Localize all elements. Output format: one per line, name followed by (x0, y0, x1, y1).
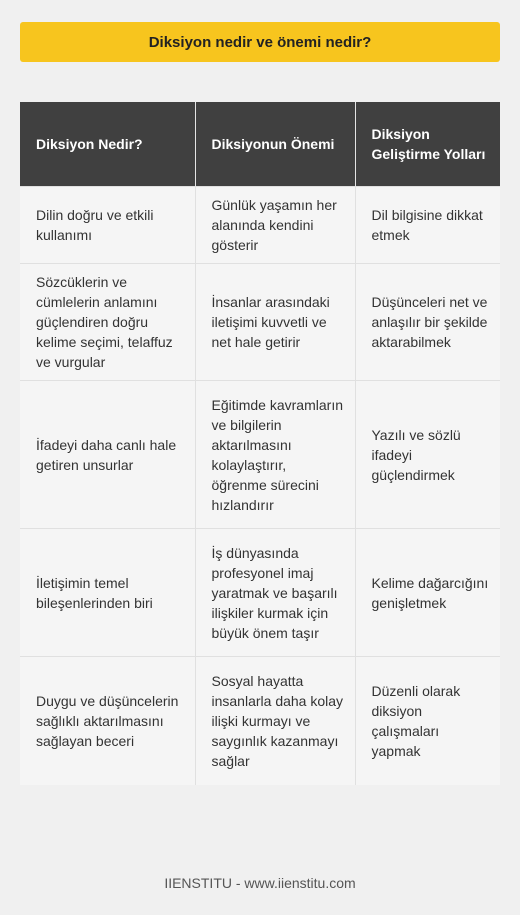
table-cell: Yazılı ve sözlü ifadeyi güçlendirmek (355, 381, 500, 529)
header-importance: Diksiyonun Önemi (195, 102, 355, 187)
table-row (20, 264, 500, 381)
table-cell: Sosyal hayatta insanlarla daha kolay ilişki kurmayı ve saygınlık kazanmayı sağlar (195, 657, 355, 785)
table-header-row (20, 102, 500, 187)
table-cell: Günlük yaşamın her alanında kendini gösterir (195, 187, 355, 264)
table-cell: Dilin doğru ve etkili kullanımı (20, 187, 195, 264)
table-row (20, 657, 500, 785)
table-cell: Duygu ve düşüncelerin sağlıklı aktarılmasını sağlayan beceri (20, 657, 195, 785)
header-improvement-ways: Diksiyon Geliştirme Yolları (355, 102, 500, 187)
table-cell: Düşünceleri net ve anlaşılır bir şekilde aktarabilmek (355, 264, 500, 381)
table-cell: İfadeyi daha canlı hale getiren unsurlar (20, 381, 195, 529)
table-row (20, 187, 500, 264)
footer-credit: IIENSTITU - www.iienstitu.com (164, 875, 356, 891)
table-cell: Düzenli olarak diksiyon çalışmaları yapmak (355, 657, 500, 785)
table-cell: İnsanlar arasındaki iletişimi kuvvetli ve net hale getirir (195, 264, 355, 381)
table-cell: Dil bilgisine dikkat etmek (355, 187, 500, 264)
table-cell: Sözcüklerin ve cümlelerin anlamını güçlendiren doğru kelime seçimi, telaffuz ve vurgular (20, 264, 195, 381)
header-what-is-diction: Diksiyon Nedir? (20, 102, 195, 187)
table-row (20, 529, 500, 657)
page-title: Diksiyon nedir ve önemi nedir? (20, 22, 500, 62)
diction-table (20, 102, 500, 785)
table-cell: İş dünyasında profesyonel imaj yaratmak ve başarılı ilişkiler kurmak için büyük önem taşır (195, 529, 355, 657)
table-cell: Kelime dağarcığını genişletmek (355, 529, 500, 657)
table-cell: İletişimin temel bileşenlerinden biri (20, 529, 195, 657)
table-cell: Eğitimde kavramların ve bilgilerin aktarılmasını kolaylaştırır, öğrenme sürecini hızlandırır (195, 381, 355, 529)
table-row (20, 381, 500, 529)
